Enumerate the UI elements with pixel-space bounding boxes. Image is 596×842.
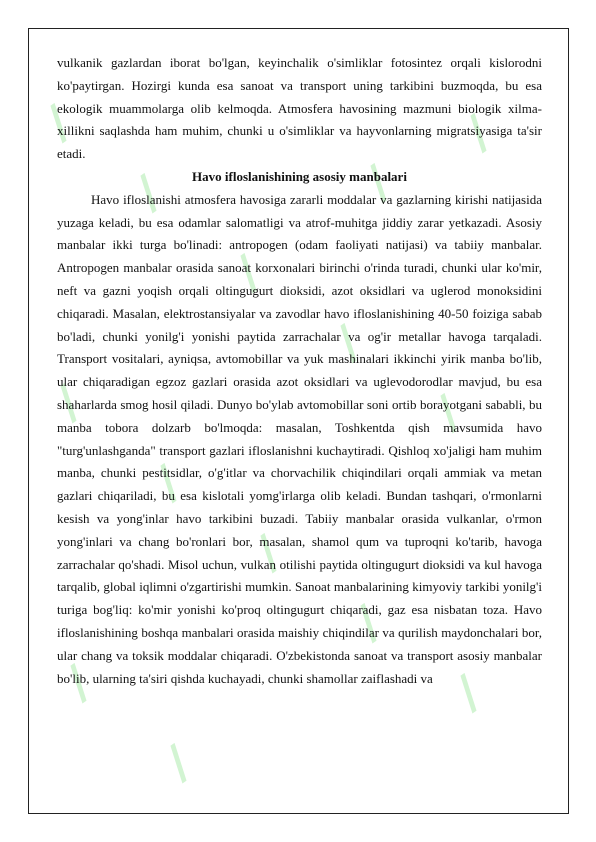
watermark-glyph: / <box>345 595 391 650</box>
watermark-glyph: / <box>145 455 191 510</box>
watermark-glyph: / <box>325 315 371 370</box>
watermark-glyph: / <box>55 655 101 710</box>
watermark-glyph: / <box>245 525 291 580</box>
watermark-glyph: / <box>225 245 271 300</box>
body-paragraph: Havo ifloslanishi atmosfera havosiga zararli moddalar va gazlarning kirishi natijasida yuzaga keladi, bu esa odamlar salomatligi va atrof-muhitga jiddiy zarar yetkazadi. Asosiy manbalar ikki turga bo'linadi: antropogen (odam faoliyati natijasi) va tabiiy manbalar. Antropogen manbalar orasida sanoat korxonalari birinchi o'rinda turadi, chunki ular ko'mir, neft va gazni yoqish orqali oltingugurt dioksidi, azot oksidlari va uglerod monoksidini chiqaradi. Masalan, elektrostansiyalar va zavodlar havo ifloslanishining 40-50 foiziga sabab bo'ladi, chunki yonilg'i yonishi paytida zarrachalar va og'ir metallar havoga tarqaladi. Transport vositalari, ayniqsa, avtomobillar va yuk mashinalari ikkinchi yirik manba bo'lib, ular chiqaradigan egzoz gazlari orasida azot oksidlari va uglevodorodlar mavjud, bu esa shaharlarda smog hosil qiladi. Dunyo bo'ylab avtomobillar soni ortib borayotgani sababli, bu manba tobora dolzarb bo'lmoqda: masalan, Toshkentda qish mavsumida havo "turg'unlashganda" transport gazlari ifloslanishni kuchaytiradi. Qishloq xo'jaligi ham muhim manba, chunki pestitsidlar, o'g'itlar va chorvachilik chiqindilari orqali ammiak va metan gazlari chiqariladi, bu esa kislotali yomg'irlarga olib keladi. Bundan tashqari, o'rmonlarni kesish va yong'inlar havo tarkibini buzadi. Tabiiy manbalar orasida vulkanlar, o'rmon yong'inlari va chang bo'ronlari bor, masalan, shamol qum va tuproqni ko'tarib, havoga zarrachalar qo'shadi. Misol uchun, vulkan otilishi paytida oltingugurt dioksidi va kul havoga tarqalib, global iqlimni o'zgartirishi mumkin. Sanoat manbalarining kimyoviy tarkibi yonilg'i turiga bog'liq: ko'mir yonishi ko'proq oltingugurt chiqaradi, gaz esa nisbatan toza. Havo ifloslanishining boshqa manbalari orasida maishiy chiqindilar va qurilish maydonchalari bor, ular chang va toksik moddalar chiqaradi. O'zbekistonda sanoat va transport asosiy manbalar bo'lib, ularning ta'siri qishda kuchayadi, chunki shamollar zaiflashadi va <box>57 191 542 686</box>
watermark-glyph: / <box>45 375 91 430</box>
watermark-glyph: / <box>455 105 501 160</box>
watermark-glyph: / <box>355 155 401 210</box>
intro-paragraph: vulkanik gazlardan iborat bo'lgan, keyinchalik o'simliklar fotosintez orqali kislorodni ko'paytirgan. Hozirgi kunda esa sanoat va transport uning tarkibini buzmoqda, bu esa ekologik muammolarga olib kelmoqda. Atmosfera havosining mazmuni biologik xilma-xillikni saqlashda ham muhim, chunki u o'simliklar va hayvonlarning migratsiyasiga ta'sir etadi. <box>57 55 542 162</box>
watermark-glyph: / <box>425 385 471 440</box>
watermark-glyph: / <box>155 735 201 790</box>
watermark-glyph: / <box>125 165 171 220</box>
section-heading: Havo ifloslanishining asosiy manbalari <box>192 168 407 184</box>
document-body <box>57 52 542 690</box>
watermark-glyph: / <box>35 95 81 150</box>
watermark-glyph: / <box>445 665 491 720</box>
